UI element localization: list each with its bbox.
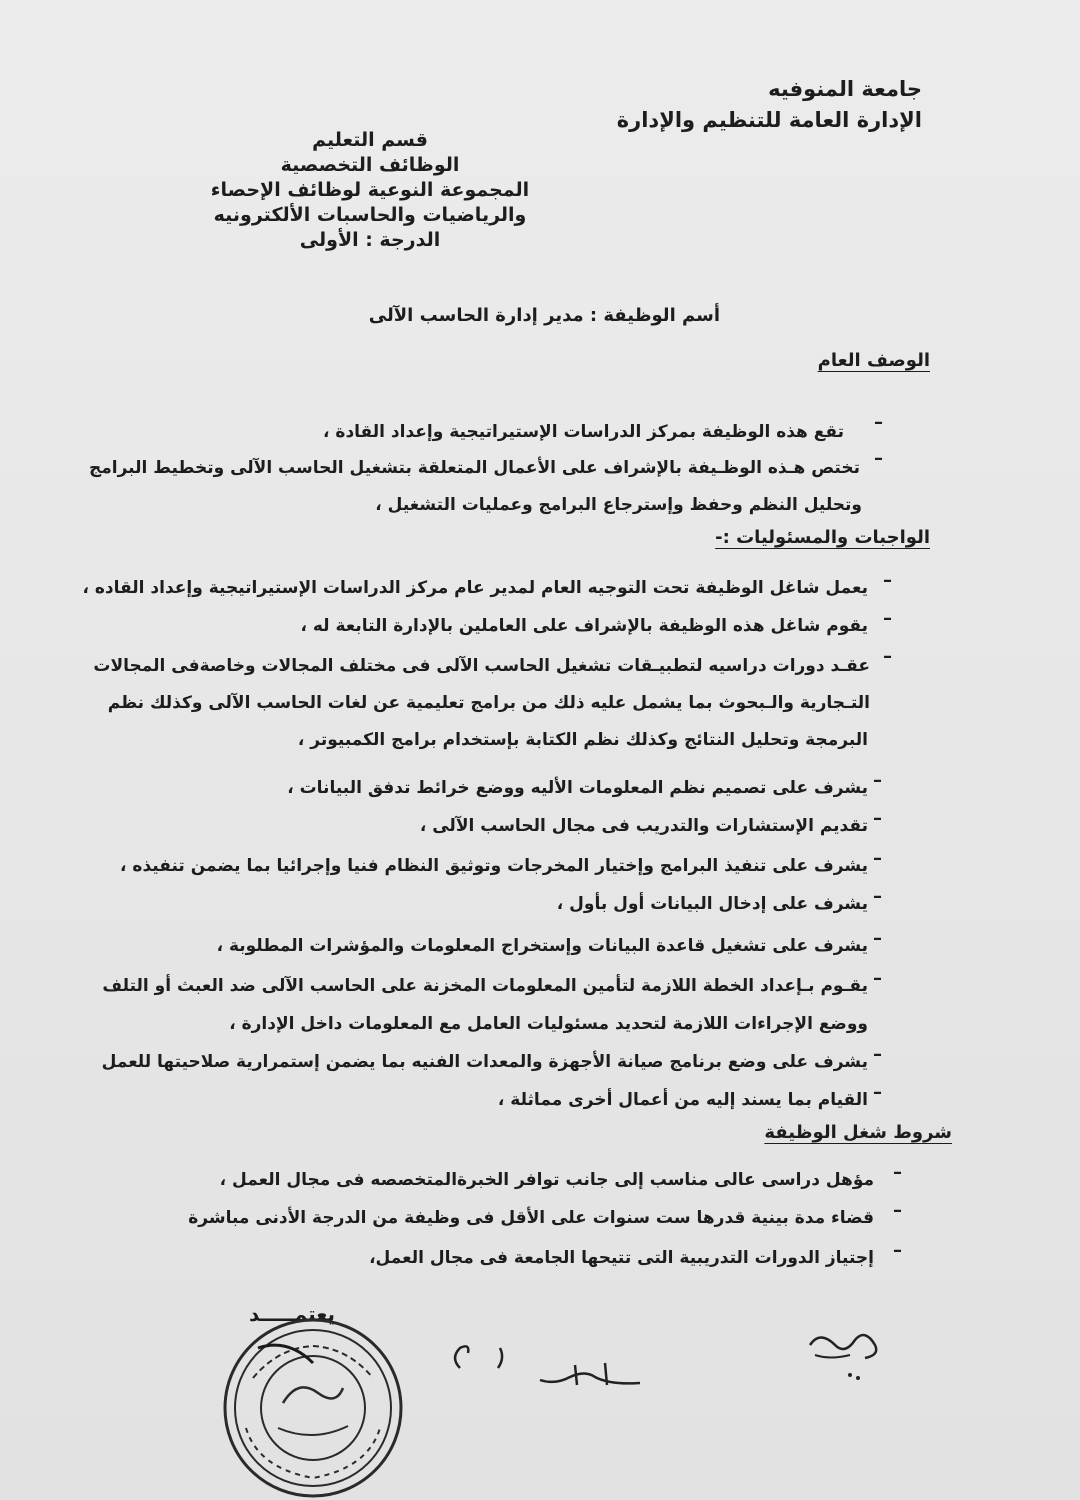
grade: الدرجة : الأولى bbox=[299, 229, 441, 251]
duty-item-11: القيام بما يسند إليه من أعمال أخرى مماثلة ، bbox=[497, 1090, 868, 1110]
list-bullet: – bbox=[874, 412, 883, 433]
list-bullet: – bbox=[873, 770, 882, 791]
administration-name: الإدارة العامة للتنظيم والإدارة bbox=[616, 108, 922, 132]
general-description-heading: الوصف العام bbox=[817, 350, 930, 371]
condition-item-3: إجتياز الدورات التدريبية التى تتيحها الجامعة فى مجال العمل، bbox=[369, 1248, 874, 1268]
handwritten-signature bbox=[535, 1355, 645, 1395]
list-bullet: – bbox=[873, 1082, 882, 1103]
list-bullet: – bbox=[893, 1162, 902, 1183]
list-bullet: – bbox=[873, 1044, 882, 1065]
qualitative-group-continued: والرياضيات والحاسبات الألكترونيه bbox=[213, 204, 527, 226]
list-bullet: – bbox=[893, 1200, 902, 1221]
department-name: قسم التعليم bbox=[312, 129, 428, 151]
general-item-2-continued: وتحليل النظم وحفظ وإسترجاع البرامج وعمليات التشغيل ، bbox=[375, 495, 862, 515]
list-bullet: – bbox=[893, 1240, 902, 1261]
qualitative-group: المجموعة النوعية لوظائف الإحصاء bbox=[210, 179, 530, 201]
list-bullet: – bbox=[873, 928, 882, 949]
duty-item-3-continued-2: البرمجة وتحليل النتائج وكذلك نظم الكتابة بإستخدام برامج الكمبيوتر ، bbox=[297, 730, 868, 750]
header-right-block bbox=[617, 74, 922, 136]
list-bullet: – bbox=[883, 608, 892, 629]
duty-item-5: تقديم الإستشارات والتدريب فى مجال الحاسب الآلى ، bbox=[419, 816, 868, 836]
job-group: الوظائف التخصصية bbox=[280, 154, 460, 176]
list-bullet: – bbox=[873, 886, 882, 907]
list-bullet: – bbox=[873, 848, 882, 869]
handwritten-signature bbox=[800, 1320, 885, 1390]
conditions-heading: شروط شغل الوظيفة bbox=[764, 1122, 952, 1143]
condition-item-1: مؤهل دراسى عالى مناسب إلى جانب توافر الخبرةالمتخصصه فى مجال العمل ، bbox=[219, 1170, 874, 1190]
university-name: جامعة المنوفيه bbox=[768, 77, 922, 101]
handwritten-mark bbox=[450, 1338, 520, 1383]
duty-item-9: يقـوم بـإعداد الخطة اللازمة لتأمين المعلومات المخزنة على الحاسب الآلى ضد العبث أو التلف bbox=[102, 976, 868, 996]
list-bullet: – bbox=[883, 646, 892, 667]
duty-item-8: يشرف على تشغيل قاعدة البيانات وإستخراج المعلومات والمؤشرات المطلوبة ، bbox=[216, 936, 868, 956]
duty-item-6: يشرف على تنفيذ البرامج وإختيار المخرجات وتوثيق النظام فنيا وإجرائيا بما يضمن تنفيذه ، bbox=[120, 856, 868, 876]
general-item-1: تقع هذه الوظيفة بمركز الدراسات الإستيراتيجية وإعداد القادة ، bbox=[323, 422, 844, 442]
condition-item-2: قضاء مدة بينية قدرها ست سنوات على الأقل فى وظيفة من الدرجة الأدنى مباشرة bbox=[188, 1208, 874, 1228]
header-center-block bbox=[205, 128, 535, 253]
approval-label: يعتمـــــد bbox=[248, 1302, 336, 1326]
duty-item-1: يعمل شاغل الوظيفة تحت التوجيه العام لمدير عام مركز الدراسات الإستيراتيجية وإعداد القاده ، bbox=[82, 578, 868, 598]
list-bullet: – bbox=[873, 808, 882, 829]
duty-item-7: يشرف على إدخال البيانات أول بأول ، bbox=[556, 894, 868, 914]
list-bullet: – bbox=[874, 448, 883, 469]
duty-item-3-continued: التـجارية والـبحوث بما يشمل عليه ذلك من برامج تعليمية عن لغات الحاسب الآلى وكذلك نظم bbox=[107, 693, 870, 713]
duty-item-2: يقوم شاغل هذه الوظيفة بالإشراف على العاملين بالإدارة التابعة له ، bbox=[300, 616, 868, 636]
duty-item-3: عقـد دورات دراسيه لتطبيـقات تشغيل الحاسب الآلى فى مختلف المجالات وخاصةفى المجالات bbox=[93, 656, 870, 676]
general-item-2: تختص هـذه الوظـيفة بالإشراف على الأعمال المتعلقة بتشغيل الحاسب الآلى وتخطيط البرامج bbox=[89, 458, 860, 478]
list-bullet: – bbox=[883, 570, 892, 591]
duty-item-9-continued: ووضع الإجراءات اللازمة لتحديد مسئوليات العامل مع المعلومات داخل الإدارة ، bbox=[229, 1014, 868, 1034]
duty-item-10: يشرف على وضع برنامج صيانة الأجهزة والمعدات الفنيه بما يضمن إستمرارية صلاحيتها للعمل bbox=[101, 1052, 868, 1072]
duty-item-4: يشرف على تصميم نظم المعلومات الأليه ووضع خرائط تدفق البيانات ، bbox=[287, 778, 868, 798]
official-stamp bbox=[218, 1308, 408, 1500]
job-title: أسم الوظيفة : مدير إدارة الحاسب الآلى bbox=[368, 305, 720, 326]
list-bullet: – bbox=[873, 968, 882, 989]
duties-heading: الواجبات والمسئوليات :- bbox=[715, 527, 930, 548]
